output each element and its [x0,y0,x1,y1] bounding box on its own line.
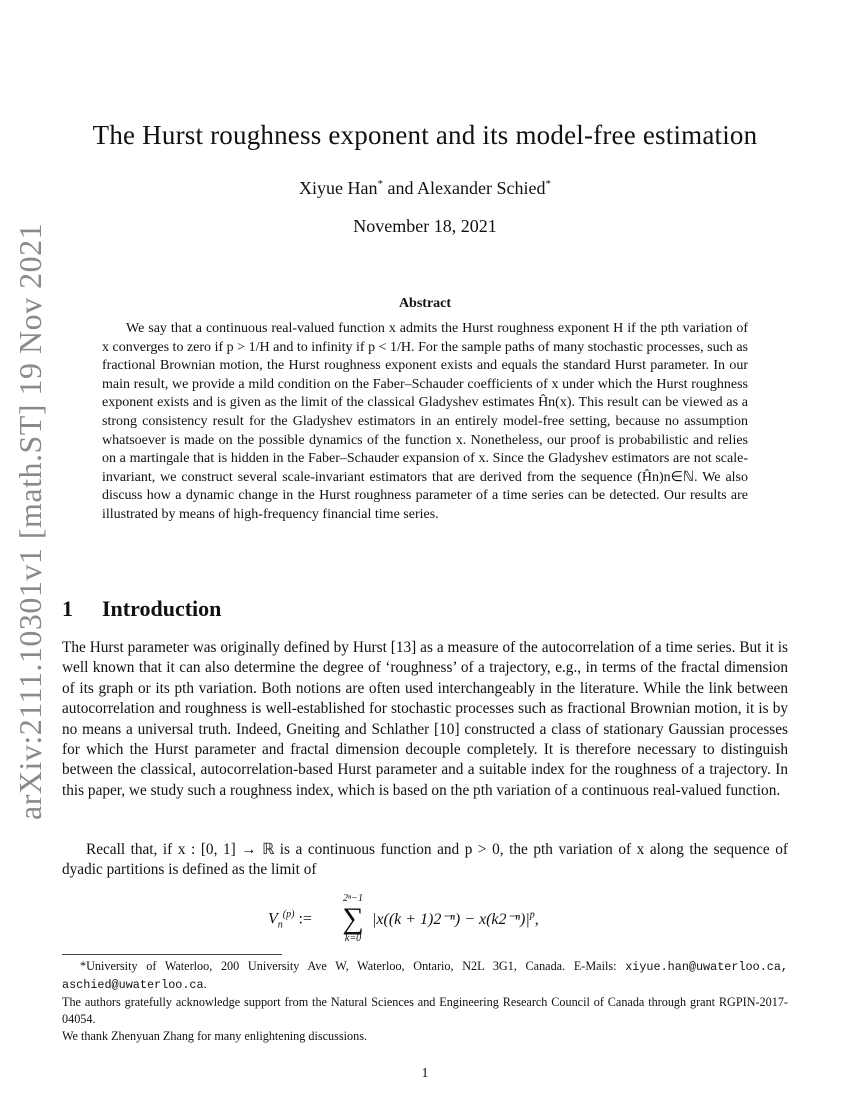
footnote-affiliation [62,958,788,994]
equation-body [372,909,539,929]
equation-lhs [268,909,312,931]
display-equation [268,893,598,949]
footnote-affiliation-text: *University of Waterloo, 200 University Ave W, Waterloo, Ontario, N2L 3G1, Canada. E-Mails: [80,959,617,973]
paper-title: The Hurst roughness exponent and its model-free estimation [92,120,758,150]
author-second-mark: * [545,178,551,190]
page-number: 1 [421,1066,429,1081]
equation-trailing: , [534,911,539,928]
summation-operator [338,893,368,944]
paper-date: November 18, 2021 [353,216,497,236]
footnotes [62,958,788,1045]
section-number: 1 [62,596,73,621]
intro-paragraph-1: The Hurst parameter was originally defined by Hurst [13] as a measure of the autocorrelation of a time series. But it is well known that it can also determine the degree of ‘roughness’ of a trajectory, e.g., in terms of the fractal dimension of its graph or its pth variation. Both notions are often used interchangeably in the literature. While the link between autocorrelation and roughness is well-established for stochastic processes such as fractional Brownian motion, it is by no means a universal truth. Indeed, Gneiting and Schlather [10] constructed a class of stationary Gaussian processes for which the Hurst parameter and fractal dimension decouple completely. It is therefore necessary to distinguish between the classical, autocorrelation-based Hurst parameter and a suitable index for the roughness of a trajectory. In this paper, we study such a roughness index, which is based on the pth variation of a continuous real-valued function. [62,639,788,799]
equation-lhs-sup: (p) [282,909,295,920]
author-first-mark: * [377,178,384,190]
author-first: Xiyue Han [299,178,378,198]
abstract-heading: Abstract [398,296,452,311]
footnote-funding: The authors gratefully acknowledge support from the Natural Sciences and Engineering Research Council of Canada through grant RGPIN-2017-04054. [62,995,788,1026]
section-title: Introduction [102,596,222,621]
footnote-divider [62,954,282,955]
equation-lhs-sub: n [277,919,283,931]
author-second: Alexander Schied [417,178,546,198]
equation-lhs-symbol: V [268,910,278,928]
sum-lower-limit: k=0 [344,933,362,944]
footnote-thanks: We thank Zhenyuan Zhang for many enlightening discussions. [62,1029,367,1043]
footnote-emails: xiyue.han@uwaterloo.ca, aschied@uwaterloo.ca [62,960,789,992]
abstract-text: We say that a continuous real-valued function x admits the Hurst roughness exponent H if the pth variation of x converges to zero if p > 1/H and to infinity if p < 1/H. For the sample paths of many stochastic processes, such as fractional Brownian motion, the Hurst roughness exponent exists and equals the standard Hurst parameter. In our main result, we provide a mild condition on the Faber–Schauder coefficients of x under which the Hurst roughness exponent exists and is given as the limit of the classical Gladyshev estimates Ĥn(x). This result can be viewed as a strong consistency result for the Gladyshev estimators in an entirely model-free setting, because no assumption whatsoever is made on the possible dynamics of the function x. Nonetheless, our proof is probabilistic and relies on a martingale that is hidden in the Faber–Schauder expansion of x. Since the Gladyshev estimators are not scale-invariant, we construct several scale-invariant estimators that are derived from the sequence (Ĥn)n∈ℕ. We also discuss how a dynamic change in the Hurst roughness parameter of a time series can be detected. Our results are illustrated by means of high-frequency financial time series. [102,321,748,522]
footnote-emails-end: . [203,977,207,991]
author-connector: and [383,178,418,198]
sum-upper-limit: 2ⁿ−1 [343,893,363,904]
section-heading [62,596,221,622]
equation-exponent: p [529,909,535,921]
arxiv-identifier-stamp: arXiv:2111.10301v1 [math.ST] 19 Nov 2021 [12,222,48,820]
author-line [0,178,850,199]
sum-symbol: ∑ [342,902,364,935]
equation-summand: |x((k + 1)2⁻ⁿ) − x(k2⁻ⁿ)| [372,911,530,928]
intro-paragraph-2: Recall that, if x : [0, 1] → ℝ is a continuous function and p > 0, the pth variation of x along the sequence of dyadic partitions is defined as the limit of [62,841,788,879]
equation-assign: := [294,910,312,928]
